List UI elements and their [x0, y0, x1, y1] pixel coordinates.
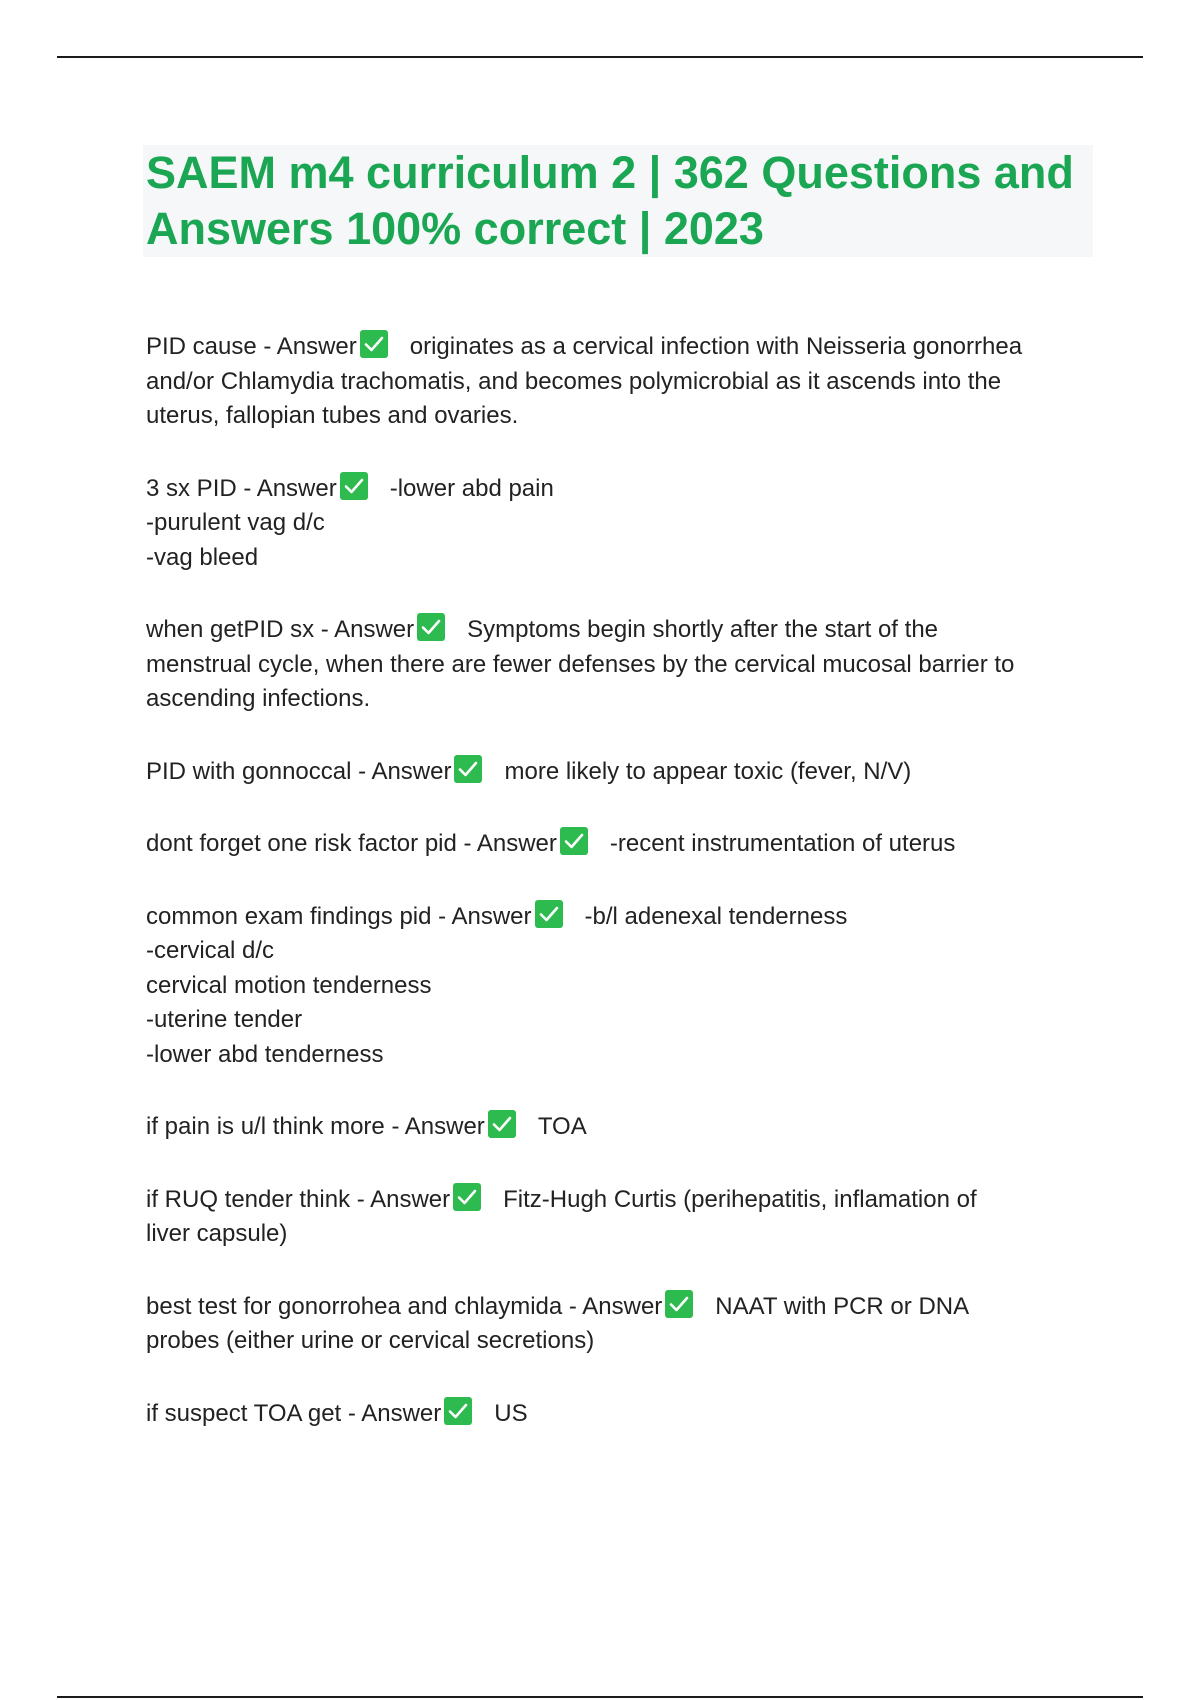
qa-question: common exam findings pid - Answer	[146, 902, 532, 930]
qa-answer-line: -b/l adenexal tenderness	[584, 902, 848, 930]
qa-item	[146, 1110, 1086, 1145]
qa-first-line	[146, 1397, 1086, 1432]
qa-first-line	[146, 472, 1086, 507]
check-mark-icon	[417, 613, 445, 641]
qa-answer-line: -vag bleed	[146, 543, 259, 571]
top-divider	[57, 56, 1143, 58]
qa-item	[146, 613, 1086, 717]
qa-answer-line: cervical motion tenderness	[146, 971, 432, 999]
qa-question: best test for gonorrohea and chlaymida - Answer	[146, 1292, 663, 1320]
qa-answer-line: and/or Chlamydia trachomatis, and becomes polymicrobial as it ascends into the	[146, 367, 1002, 395]
qa-answer-line: menstrual cycle, when there are fewer defenses by the cervical mucosal barrier to	[146, 650, 1015, 678]
bottom-divider	[57, 1696, 1143, 1698]
qa-answer-line: -purulent vag d/c	[146, 509, 325, 536]
qa-answer-line: -lower abd tenderness	[146, 1040, 384, 1068]
qa-question: dont forget one risk factor pid - Answer	[146, 830, 557, 857]
qa-answer-line: US	[494, 1399, 528, 1427]
qa-list	[146, 330, 1086, 1469]
check-mark-icon	[560, 827, 588, 855]
qa-question: PID cause - Answer	[146, 333, 357, 360]
check-mark-icon	[665, 1290, 693, 1318]
qa-question: 3 sx PID - Answer	[146, 474, 337, 502]
check-mark-icon	[488, 1110, 516, 1138]
qa-answer-line: originates as a cervical infection with Neisseria gonorrhea	[409, 333, 1023, 360]
qa-answer-line: TOA	[537, 1113, 587, 1140]
qa-item	[146, 755, 1086, 790]
qa-answer-line: probes (either urine or cervical secretions)	[146, 1327, 595, 1354]
qa-item	[146, 900, 1086, 1073]
qa-first-line	[146, 900, 1086, 935]
qa-question: when getPID sx - Answer	[146, 616, 415, 643]
qa-item	[146, 1183, 1086, 1252]
qa-answer-line: NAAT with PCR or DNA	[715, 1292, 970, 1320]
qa-first-line	[146, 1110, 1086, 1145]
check-mark-icon	[444, 1397, 472, 1425]
qa-item	[146, 330, 1086, 434]
qa-answer-line: -uterine tender	[146, 1006, 303, 1033]
qa-answer-line: -recent instrumentation of uterus	[609, 830, 956, 857]
qa-question: if suspect TOA get - Answer	[146, 1399, 442, 1427]
qa-question: if RUQ tender think - Answer	[146, 1185, 451, 1213]
check-mark-icon	[360, 330, 388, 358]
check-mark-icon	[340, 472, 368, 500]
qa-answer-line: liver capsule)	[146, 1220, 288, 1247]
qa-answer-line: -cervical d/c	[146, 937, 275, 964]
check-mark-icon	[453, 1183, 481, 1211]
qa-first-line	[146, 330, 1086, 365]
qa-first-line	[146, 827, 1086, 862]
check-mark-icon	[535, 900, 563, 928]
qa-answer-line: more likely to appear toxic (fever, N/V)	[504, 757, 912, 785]
qa-item	[146, 472, 1086, 576]
check-mark-icon	[454, 755, 482, 783]
qa-question: PID with gonnoccal - Answer	[146, 757, 452, 785]
document-title: SAEM m4 curriculum 2 | 362 Questions and Answers 100% correct | 2023	[146, 147, 1074, 254]
qa-answer-line: Fitz-Hugh Curtis (perihepatitis, inflamation of	[503, 1185, 977, 1213]
qa-first-line	[146, 1183, 1086, 1218]
qa-answer-line: -lower abd pain	[389, 474, 554, 502]
qa-first-line	[146, 1290, 1086, 1325]
qa-answer-line: uterus, fallopian tubes and ovaries.	[146, 402, 519, 429]
qa-answer-line: ascending infections.	[146, 685, 371, 712]
qa-item	[146, 827, 1086, 862]
qa-item	[146, 1290, 1086, 1359]
qa-question: if pain is u/l think more - Answer	[146, 1113, 485, 1140]
qa-item	[146, 1397, 1086, 1432]
qa-answer-line: Symptoms begin shortly after the start of the	[467, 616, 939, 643]
qa-first-line	[146, 613, 1086, 648]
qa-first-line	[146, 755, 1086, 790]
